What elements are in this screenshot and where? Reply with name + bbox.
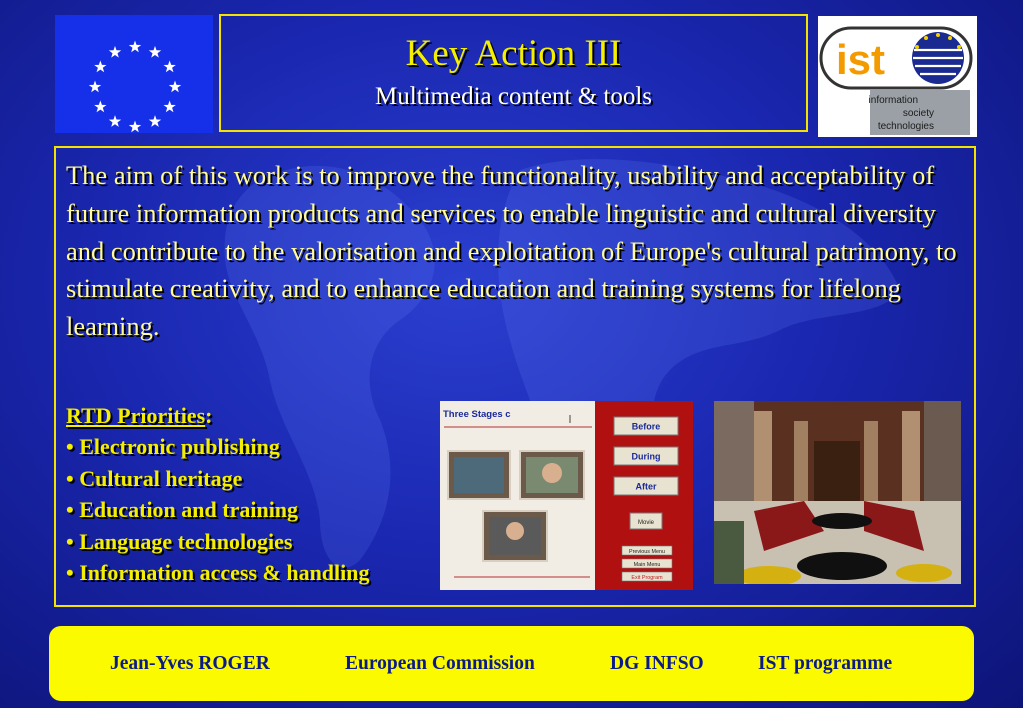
eu-star	[129, 41, 141, 53]
page-title: Key Action III	[405, 33, 622, 74]
movie-button: Movie	[637, 520, 655, 526]
ist-caption-3: technologies	[877, 121, 934, 132]
rtd-heading: RTD Priorities	[66, 403, 206, 428]
exit-program-button: Exit Program	[631, 575, 663, 581]
eu-stars-icon	[55, 15, 213, 133]
ist-logo-graphic	[818, 16, 977, 137]
before-button: Before	[631, 421, 661, 432]
footer-programme: IST programme	[758, 653, 893, 674]
eu-star	[129, 121, 141, 133]
footer-organization: European Commission	[345, 653, 535, 674]
eu-star	[109, 115, 121, 127]
eu-star	[164, 61, 176, 73]
during-button: During	[631, 451, 661, 462]
main-menu-button: Main Menu	[633, 562, 661, 568]
after-button: After	[635, 481, 657, 492]
page-subtitle: Multimedia content & tools	[374, 83, 653, 110]
multimedia-app-screenshot	[440, 401, 693, 590]
eu-star	[169, 81, 181, 93]
ist-caption-1: information	[868, 95, 918, 106]
ist-logo	[818, 16, 977, 137]
list-item: • Information access & handling	[66, 560, 370, 586]
title-box	[219, 14, 808, 132]
list-item: • Education and training	[66, 497, 299, 523]
eu-star	[109, 46, 121, 58]
eu-star	[149, 115, 161, 127]
footer-dg: DG INFSO	[610, 653, 704, 674]
previous-menu-button: Previous Menu	[629, 549, 665, 555]
list-item: • Cultural heritage	[66, 465, 243, 491]
eu-flag	[55, 15, 213, 133]
eu-star	[164, 101, 176, 113]
rtd-priorities: RTD Priorities: • Electronic publishing • Cultural heritage • Education and training • Language technologies • Information access & handling	[66, 400, 370, 588]
eu-star	[89, 81, 101, 93]
ist-wordmark: ist	[836, 36, 886, 83]
pantheon-interior-image	[714, 401, 961, 584]
ist-caption-2: society	[902, 108, 934, 119]
aim-paragraph: The aim of this work is to improve the functionality, usability and acceptability of future information products and services to enable linguistic and cultural diversity and contribute to the valorisation and exploitation of Europe's cultural patrimony, to stimulate creativity, and to enhance education and training systems for lifelong learning.	[66, 160, 957, 342]
eu-star	[94, 101, 106, 113]
list-item: • Electronic publishing	[66, 434, 280, 460]
footer-bar	[49, 626, 974, 701]
eu-star	[149, 46, 161, 58]
footer-author: Jean-Yves ROGER	[110, 653, 270, 674]
eu-star	[94, 61, 106, 73]
list-item: • Language technologies	[66, 528, 293, 554]
app-title: Three Stages c	[443, 409, 511, 420]
